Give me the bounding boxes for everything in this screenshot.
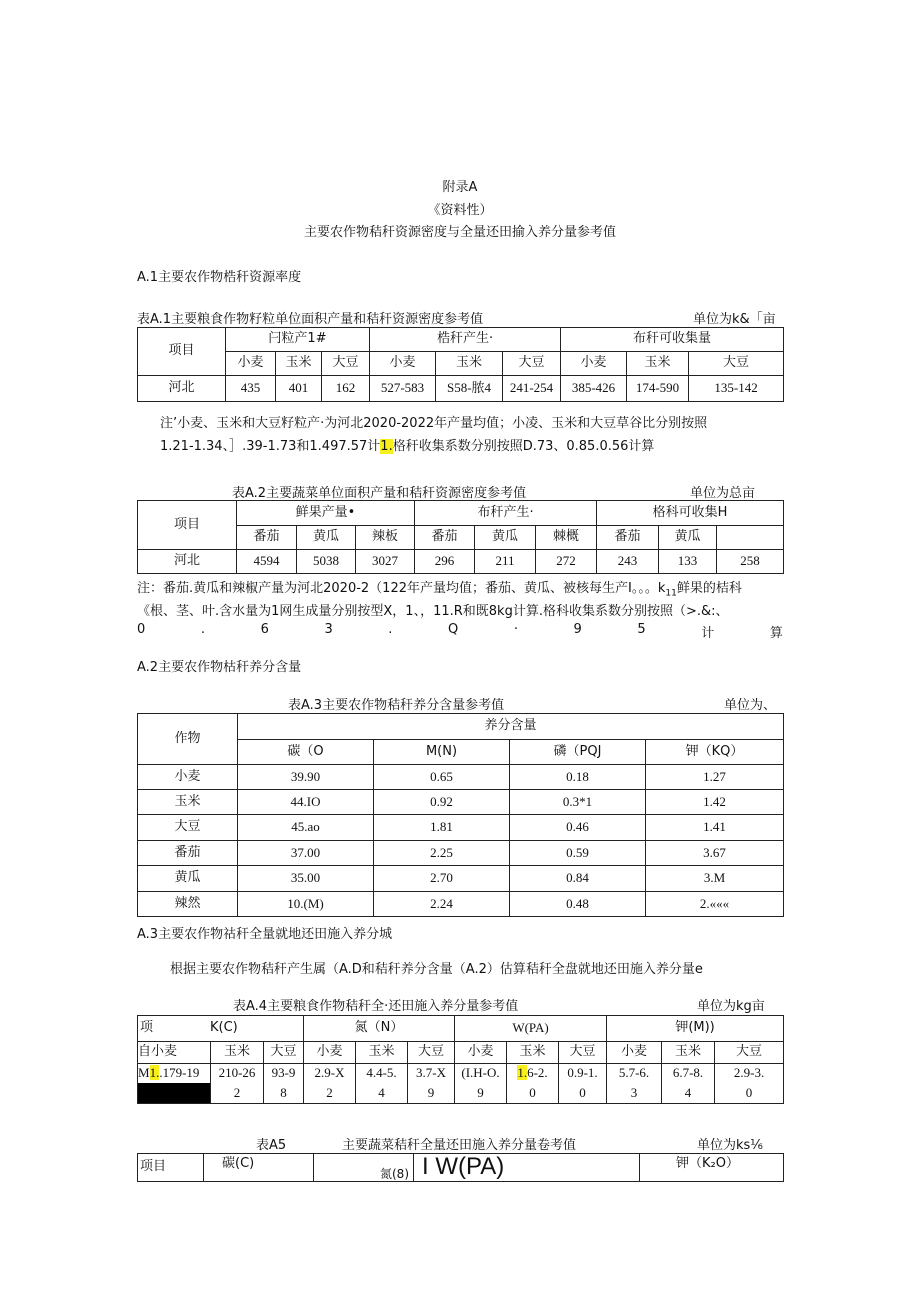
- table-a2-cell: 133: [659, 550, 717, 574]
- note-a1-line2: [160, 435, 654, 454]
- table-a4-subcol: 小麦: [455, 1042, 507, 1064]
- table-a3-cell: 1.27: [646, 765, 784, 790]
- table-a4-highlight: 1.: [149, 1065, 160, 1081]
- note-a2-line3-char: 5: [637, 622, 646, 637]
- table-a3-cell: 3.67: [646, 841, 784, 866]
- appendix-nature: 《资料性）: [427, 203, 493, 218]
- table-a1-subcol: 玉米: [436, 352, 503, 376]
- table-a2-cell: 211: [475, 550, 536, 574]
- note-a2-line3-char: Q: [448, 622, 459, 637]
- table-a3-crop: 小麦: [138, 765, 238, 790]
- table-a5-unit: 单位为ks⅙: [697, 1138, 763, 1153]
- table-a1-caption: 表A.1主要粮食作物籽粒单位面积产量和秸秆资源密度参考值: [137, 312, 484, 327]
- table-a4-subcol: 玉米: [211, 1042, 264, 1064]
- table-a4-cell: 2.9-3.: [715, 1064, 784, 1083]
- table-a5-cell: I W(PA): [414, 1154, 640, 1182]
- table-a3-cell: 44.IO: [238, 790, 374, 815]
- table-a3-crop: 黄瓜: [138, 866, 238, 892]
- table-a3-crop: 大豆: [138, 815, 238, 841]
- note-a2-line3-char: 3: [324, 622, 333, 637]
- table-a4-subcol: 玉米: [507, 1042, 559, 1064]
- table-a4-cell-text: M: [138, 1065, 150, 1081]
- table-a2-subcol: 番茄: [597, 526, 659, 550]
- table-a3-cell: 0.92: [374, 790, 510, 815]
- table-a2-row-header: 项目: [138, 501, 237, 550]
- table-a2-subcol: 番茄: [237, 526, 297, 550]
- table-a5: [137, 1153, 784, 1182]
- table-a4-subcol: 大豆: [559, 1042, 607, 1064]
- table-a1-cell: S58-脓4: [436, 376, 503, 402]
- table-a1-subcol: 小麦: [226, 352, 276, 376]
- table-a2-subcol: [717, 526, 784, 550]
- note-a1-highlight: 1.: [380, 439, 393, 454]
- table-a1-cell: 162: [322, 376, 370, 402]
- table-a1-row-header: 项目: [138, 328, 226, 376]
- table-a1-subcol: 大豆: [689, 352, 784, 376]
- table-a2-cell: 3027: [356, 550, 415, 574]
- table-a3-crop: 玉米: [138, 790, 238, 815]
- table-a4-cell: (I.H-O.: [455, 1064, 507, 1083]
- table-a2-cell: 4594: [237, 550, 297, 574]
- table-a3-cell: 35.00: [238, 866, 374, 892]
- table-a4-cell: [507, 1064, 559, 1083]
- table-a1-subcol: 大豆: [322, 352, 370, 376]
- table-a4-cell: 4.4-5.: [356, 1064, 408, 1083]
- table-a1-cell: 135-142: [689, 376, 784, 402]
- table-a4: [137, 1015, 784, 1104]
- table-a3-cell: 1.81: [374, 815, 510, 841]
- table-a3-cell: 2.24: [374, 892, 510, 917]
- table-a3-cell: 39.90: [238, 765, 374, 790]
- note-a2-line3-char: ·: [513, 622, 518, 637]
- table-a3-cell: 0.59: [510, 841, 646, 866]
- table-a3-cell: 0.84: [510, 866, 646, 892]
- table-a4-cell: 2.9-X: [304, 1064, 356, 1083]
- table-a1-subcol: 大豆: [503, 352, 561, 376]
- table-a5-caption-label: 表A5: [256, 1138, 287, 1153]
- table-a3-subcol: 钾（KQ）: [646, 740, 784, 765]
- section-a3-heading: A.3主要农作物祜秆全量就地还田施入养分城: [137, 927, 393, 942]
- table-a4-cell: 3.7-X: [408, 1064, 455, 1083]
- table-a3-cell: 0.3*1: [510, 790, 646, 815]
- table-a4-cell: 2: [304, 1083, 356, 1104]
- table-a2-group: 布秆产生·: [415, 501, 597, 526]
- table-a1-group: 梏秆产生·: [370, 328, 561, 352]
- table-a2-group: 格科可收集H: [597, 501, 784, 526]
- table-a3-cell: 0.48: [510, 892, 646, 917]
- note-a2-line3-char: 9: [573, 622, 582, 637]
- note-a1-line1: 注’小麦、玉米和大豆籽粒产·为河北2020-2022年产量均值；小凌、玉米和大豆草谷比分别按照: [160, 416, 708, 431]
- appendix-subtitle: 主要农作物秸秆资源密度与全量还田揄入养分量参考值: [303, 225, 616, 240]
- table-a2-subcol: 辣板: [356, 526, 415, 550]
- table-a1-cell: 241-254: [503, 376, 561, 402]
- table-a4-cell: 9: [455, 1083, 507, 1104]
- table-a3: [137, 713, 784, 917]
- table-a3-cell: 1.41: [646, 815, 784, 841]
- table-a4-group: 钾(M)): [607, 1016, 784, 1042]
- table-a4-cell: 5.7-6.: [607, 1064, 662, 1083]
- note-a2-line3-char: 算: [769, 626, 783, 641]
- table-a4-cell: 9: [408, 1083, 455, 1104]
- appendix-title: 附录A: [442, 180, 478, 195]
- table-a1-cell: 435: [226, 376, 276, 402]
- table-a2-subcol: 番茄: [415, 526, 475, 550]
- section-a3-paragraph: 根据主要农作物秸秆产生属（A.D和秸秆养分含量（A.2）估算秸秆全盘就地还田施入养分量e: [170, 962, 703, 977]
- table-a1-cell: 385-426: [561, 376, 627, 402]
- table-a3-cell: 45.ao: [238, 815, 374, 841]
- table-a5-cell: 氮(8): [314, 1154, 414, 1182]
- table-a4-cell: 0: [715, 1083, 784, 1104]
- table-a4-cell: 210-26: [211, 1064, 264, 1083]
- table-a5-cell: 钾（K₂O）: [640, 1154, 784, 1182]
- table-a4-cell-text: 6-2.: [527, 1065, 548, 1081]
- table-a2-cell: 5038: [297, 550, 356, 574]
- table-a4-cell-text: .179-19: [159, 1065, 200, 1081]
- table-a3-subcol: 碳（O: [238, 740, 374, 765]
- table-a3-group: 养分含量: [238, 714, 784, 740]
- note-a2-line1: [137, 577, 742, 599]
- table-a4-head-c: [138, 1016, 304, 1042]
- table-a4-head-left: 项: [140, 1020, 154, 1035]
- table-a3-cell: 0.65: [374, 765, 510, 790]
- table-a3-cell: 0.18: [510, 765, 646, 790]
- table-a4-cell: 93-9: [264, 1064, 304, 1083]
- table-a4-unit: 单位为kg亩: [697, 999, 765, 1014]
- table-a3-cell: 0.46: [510, 815, 646, 841]
- table-a3-unit: 单位为、: [724, 698, 777, 713]
- table-a1-subcol: 玉米: [276, 352, 322, 376]
- table-a3-subcol: M(N): [374, 740, 510, 765]
- table-a5-cell: 项目: [138, 1154, 204, 1182]
- table-a3-subcol: 磷（PQJ: [510, 740, 646, 765]
- table-a3-crop: 番茄: [138, 841, 238, 866]
- table-a1-row-label: 河北: [138, 376, 226, 402]
- section-a1-heading: A.1主要农作物梏秆资源率度: [137, 270, 302, 285]
- table-a2-cell: 272: [536, 550, 597, 574]
- table-a3-cell: 2.70: [374, 866, 510, 892]
- table-a4-cell: 3: [607, 1083, 662, 1104]
- table-a4-cell: 0: [507, 1083, 559, 1104]
- table-a5-caption: 主要蔬菜秸秆全量还田施入养分量卷考值: [342, 1138, 577, 1153]
- table-a4-group: 氮（N）: [304, 1016, 455, 1042]
- table-a3-cell: 2.«««: [646, 892, 784, 917]
- table-a4-subcol: 大豆: [715, 1042, 784, 1064]
- table-a2-cell: 258: [717, 550, 784, 574]
- table-a4-subcol: 自小麦: [138, 1042, 211, 1064]
- note-a1-line2-pre: 1.21-1.34、］.39-1.73和1.497.57计: [160, 439, 381, 454]
- table-a4-cell: 8: [264, 1083, 304, 1104]
- note-a2-line1-text: 注：番茄.黄瓜和辣椒产量为河北2020-2（122年产量均值；番茄、黄瓜、被核每生产I。。。k: [137, 581, 666, 596]
- note-a2-line3: [137, 622, 783, 641]
- table-a1-unit: 单位为k&「亩: [693, 312, 776, 327]
- table-a1-group: 布秆可收集量: [561, 328, 784, 352]
- table-a4-cell: 4: [356, 1083, 408, 1104]
- table-a2-subcol: 棘概: [536, 526, 597, 550]
- table-a4-redacted-cell: [138, 1083, 211, 1104]
- table-a3-cell: 1.42: [646, 790, 784, 815]
- note-a2-line1-sub: 11: [665, 588, 677, 599]
- table-a2: [137, 500, 784, 574]
- table-a4-subcol: 玉米: [356, 1042, 408, 1064]
- table-a2-subcol: 黄瓜: [659, 526, 717, 550]
- table-a4-cell: 4: [662, 1083, 715, 1104]
- table-a4-group: W(PA): [455, 1016, 607, 1042]
- table-a1-subcol: 玉米: [627, 352, 689, 376]
- note-a2-line2: 《根、茎、叶.含水量为1网生成量分别按型X，1、，11.R和既8kg计算.格科收集系数分别按照（>.&:、: [137, 604, 729, 619]
- table-a3-col-header: 作物: [138, 714, 238, 765]
- table-a4-caption: 表A.4主要粮食作物秸秆全·还田施入养分量参考值: [233, 999, 519, 1014]
- table-a4-highlight: 1.: [517, 1065, 528, 1081]
- table-a1-subcol: 小麦: [370, 352, 436, 376]
- table-a2-caption: 表A.2主要蔬菜单位面积产量和秸秆资源密度参考值: [232, 486, 527, 501]
- note-a2-line3-char: 0: [137, 622, 146, 637]
- table-a3-cell: 2.25: [374, 841, 510, 866]
- table-a4-subcol: 小麦: [304, 1042, 356, 1064]
- table-a2-cell: 296: [415, 550, 475, 574]
- table-a3-crop: 辣然: [138, 892, 238, 917]
- table-a1-cell: 527-583: [370, 376, 436, 402]
- note-a2-line1-end: 鲜果的桔科: [676, 581, 742, 596]
- table-a3-cell: 10.(M): [238, 892, 374, 917]
- table-a3-caption: 表A.3主要农作物秸秆养分含量参考值: [288, 698, 505, 713]
- table-a1-cell: 174-590: [627, 376, 689, 402]
- table-a4-cell: [138, 1064, 211, 1083]
- table-a2-row-label: 河北: [138, 550, 237, 574]
- table-a1-cell: 401: [276, 376, 322, 402]
- table-a4-subcol: 小麦: [607, 1042, 662, 1064]
- table-a4-cell: 2: [211, 1083, 264, 1104]
- section-a2-heading: A.2主要农作物枯秆养分含量: [137, 660, 302, 675]
- table-a2-unit: 单位为总亩: [690, 486, 756, 501]
- note-a2-line3-char: 6: [260, 622, 269, 637]
- table-a4-cell: 6.7-8.: [662, 1064, 715, 1083]
- table-a3-cell: 37.00: [238, 841, 374, 866]
- table-a1-subcol: 小麦: [561, 352, 627, 376]
- table-a4-group: K(C): [210, 1020, 238, 1036]
- table-a1: [137, 327, 784, 402]
- table-a4-subcol: 大豆: [264, 1042, 304, 1064]
- table-a2-group: 鲜果产量•: [237, 501, 415, 526]
- table-a2-subcol: 黄瓜: [475, 526, 536, 550]
- table-a1-group: 闩粒产1#: [226, 328, 370, 352]
- table-a3-cell: 3.M: [646, 866, 784, 892]
- table-a4-subcol: 玉米: [662, 1042, 715, 1064]
- table-a2-subcol: 黄瓜: [297, 526, 356, 550]
- table-a4-cell: 0.9-1.: [559, 1064, 607, 1083]
- table-a4-subcol: 大豆: [408, 1042, 455, 1064]
- note-a2-line3-char: .: [388, 622, 393, 637]
- note-a2-line3-char: 计: [701, 626, 715, 641]
- table-a5-cell: 碳(C): [204, 1154, 314, 1182]
- table-a4-cell: 0: [559, 1083, 607, 1104]
- table-a2-cell: 243: [597, 550, 659, 574]
- note-a2-line3-char: .: [200, 622, 205, 637]
- note-a1-line2-post: 格秆收集系数分别按照D.73、0.85.0.56计算: [392, 439, 655, 454]
